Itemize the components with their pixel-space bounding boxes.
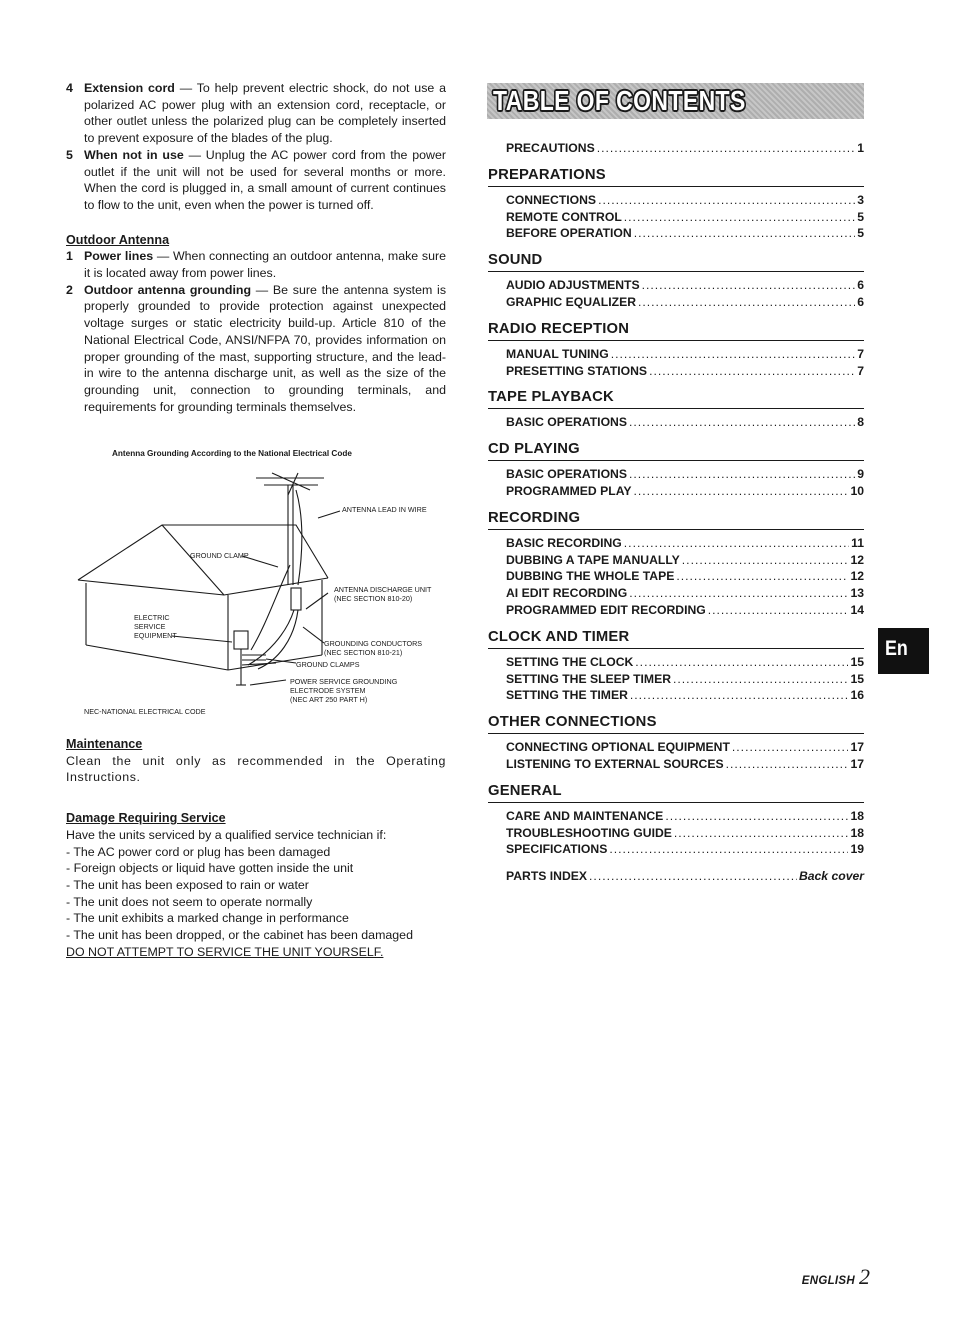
item-title: Power lines xyxy=(84,249,154,264)
label-ground-clamp: GROUND CLAMP xyxy=(190,551,249,560)
toc-entry-label: LISTENING TO EXTERNAL SOURCES xyxy=(506,756,724,771)
damage-item: - Foreign objects or liquid have gotten inside the unit xyxy=(66,861,354,876)
label-power-service-3: (NEC ART 250 PART H) xyxy=(290,695,368,704)
toc-entry-page: 18 xyxy=(850,808,864,823)
toc-section-title: SOUND xyxy=(488,251,864,272)
toc-entry[interactable] xyxy=(488,552,864,569)
toc-section xyxy=(488,251,864,311)
toc-entry-label: PROGRAMMED EDIT RECORDING xyxy=(506,602,706,617)
damage-warning: DO NOT ATTEMPT TO SERVICE THE UNIT YOURSELF. xyxy=(66,944,384,959)
toc-entry-label: SETTING THE SLEEP TIMER xyxy=(506,671,672,686)
toc-leader xyxy=(629,585,848,602)
footer-language: ENGLISH xyxy=(801,1275,855,1287)
page-footer xyxy=(760,1264,870,1290)
damage-item: - The unit does not seem to operate normally xyxy=(66,894,313,909)
toc-banner xyxy=(487,83,864,119)
damage-heading: Damage Requiring Service xyxy=(66,811,226,826)
toc-entry[interactable] xyxy=(488,192,864,209)
toc-entry-page: 6 xyxy=(857,278,864,293)
toc-entry[interactable] xyxy=(488,466,864,483)
toc-entry[interactable] xyxy=(488,294,864,311)
toc-title: TABLE OF CONTENTS xyxy=(493,85,746,116)
toc-entry-page: 7 xyxy=(857,363,864,378)
damage-item: - The unit exhibits a marked change in performance xyxy=(66,911,349,926)
damage-list xyxy=(66,844,446,944)
toc-entry[interactable] xyxy=(488,602,864,619)
toc-entry-label: DUBBING A TAPE MANUALLY xyxy=(506,552,680,567)
toc-entry-page: 10 xyxy=(850,483,864,498)
toc-section-title: PREPARATIONS xyxy=(488,166,864,187)
toc-entry[interactable] xyxy=(488,868,864,885)
toc-entry-page: 19 xyxy=(850,842,864,857)
toc-section-title: TAPE PLAYBACK xyxy=(488,388,864,409)
toc-entry[interactable] xyxy=(488,825,864,842)
toc-entry[interactable] xyxy=(488,756,864,773)
label-grounding-conductors: GROUNDING CONDUCTORS xyxy=(324,639,423,648)
toc-entry-label: AI EDIT RECORDING xyxy=(506,586,628,601)
toc-entry-label: DUBBING THE WHOLE TAPE xyxy=(506,569,675,584)
numbered-item xyxy=(66,282,446,416)
toc-entry-label: REMOTE CONTROL xyxy=(506,209,622,224)
toc-entry[interactable] xyxy=(488,654,864,671)
toc-entry[interactable] xyxy=(488,671,864,688)
toc-entry-label: CARE AND MAINTENANCE xyxy=(506,808,664,823)
toc-section xyxy=(488,166,864,242)
toc-entry-page: 17 xyxy=(850,740,864,755)
item-text: — Be sure the antenna system is properly grounded to provide protection against unexpected voltage surges or static electricity build-up. Article 810 of the National Electrical Code, ANSI/NFPA 70, provides information on proper grounding of the mast, supporting structure, and the lead-in wire to the antenna discharge unit, as well as the size of the grounding unit, connection to grounding terminals, and requirements for grounding terminals themselves. xyxy=(84,282,447,414)
toc-entry[interactable] xyxy=(488,277,864,294)
damage-intro: Have the units serviced by a qualified service technician if: xyxy=(66,827,387,842)
toc-section-title: OTHER CONNECTIONS xyxy=(488,713,864,734)
label-ground-clamps: GROUND CLAMPS xyxy=(296,660,360,669)
toc-entry-label: BASIC OPERATIONS xyxy=(506,415,627,430)
toc-leader xyxy=(598,192,855,209)
label-discharge-unit-ref: (NEC SECTION 810-20) xyxy=(334,594,413,603)
toc-leader xyxy=(726,756,849,773)
toc-leader xyxy=(649,363,855,380)
damage-item: - The unit has been exposed to rain or water xyxy=(66,877,309,892)
toc-entry-page: 13 xyxy=(850,586,864,601)
label-grounding-conductors-ref: (NEC SECTION 810-21) xyxy=(324,648,403,657)
toc-section-title: GENERAL xyxy=(488,782,864,803)
toc-entry[interactable] xyxy=(488,483,864,500)
toc-section xyxy=(488,713,864,773)
toc-entry-page: 6 xyxy=(857,294,864,309)
label-electric-3: EQUIPMENT xyxy=(134,631,177,640)
toc-leader xyxy=(634,483,849,500)
numbered-item xyxy=(66,80,446,147)
toc-entry-label: CONNECTIONS xyxy=(506,192,597,207)
toc-entry-label: AUDIO ADJUSTMENTS xyxy=(506,278,640,293)
toc-entry-label: PRECAUTIONS xyxy=(506,141,595,155)
item-number: 1 xyxy=(66,249,73,264)
toc-entry[interactable] xyxy=(488,687,864,704)
toc-entry-page: 17 xyxy=(850,756,864,771)
label-antenna-lead: ANTENNA LEAD IN WIRE xyxy=(342,505,427,514)
toc-section-title: RECORDING xyxy=(488,509,864,530)
item-number: 4 xyxy=(66,81,73,95)
toc-leader xyxy=(665,808,848,825)
toc-entry-page: 14 xyxy=(850,602,864,617)
toc-entry[interactable] xyxy=(488,739,864,756)
item-text: — When connecting an outdoor antenna, make sure it is located away from power lines. xyxy=(84,249,446,281)
toc-leader xyxy=(732,739,849,756)
left-column xyxy=(66,80,446,415)
item-title: Outdoor antenna grounding xyxy=(84,282,252,297)
toc-leader xyxy=(611,346,856,363)
toc-entry-label: BASIC RECORDING xyxy=(506,535,622,550)
toc-leader xyxy=(638,294,855,311)
toc-section-title: CD PLAYING xyxy=(488,440,864,461)
toc-section xyxy=(488,440,864,500)
toc-leader xyxy=(597,140,856,157)
toc-entry[interactable] xyxy=(488,363,864,380)
toc-entry[interactable] xyxy=(488,535,864,552)
language-tab-label: En xyxy=(885,637,908,660)
toc-sections xyxy=(488,166,864,858)
toc-entry-page: Back cover xyxy=(798,869,864,884)
toc-entry-label: PRESETTING STATIONS xyxy=(506,363,648,378)
toc-leader xyxy=(635,654,848,671)
toc-leader xyxy=(609,841,848,858)
toc-entry-page: 12 xyxy=(850,569,864,584)
damage-item: - The unit has been dropped, or the cabinet has been damaged xyxy=(66,928,413,943)
toc-entry[interactable] xyxy=(488,808,864,825)
item-text: — To help prevent electric shock, do not use a polarized AC power plug with an extension cord, receptacle, or other outlet unless the polarized plug can be completely inserted to prevent exposure of the blades of the plug. xyxy=(84,81,446,146)
label-electric-2: SERVICE xyxy=(134,622,166,631)
toc-section-title: RADIO RECEPTION xyxy=(488,320,864,341)
maintenance-text: Clean the unit only as recommended in the Operating Instructions. xyxy=(66,753,446,785)
label-discharge-unit: ANTENNA DISCHARGE UNIT xyxy=(334,585,432,594)
toc-leader xyxy=(674,825,849,842)
toc-leader xyxy=(589,868,797,885)
toc-section xyxy=(488,782,864,858)
label-power-service-1: POWER SERVICE GROUNDING xyxy=(290,677,398,686)
toc-entry-page: 1 xyxy=(857,141,864,155)
numbered-item xyxy=(66,147,446,214)
toc-section xyxy=(488,388,864,431)
toc-leader xyxy=(624,535,849,552)
house-drawing xyxy=(78,473,340,685)
page-number: 2 xyxy=(859,1264,870,1289)
table-of-contents xyxy=(488,140,864,885)
toc-leader xyxy=(629,414,855,431)
safety-items xyxy=(66,80,446,214)
toc-entry-page: 9 xyxy=(857,467,864,482)
outdoor-antenna-heading: Outdoor Antenna xyxy=(66,232,170,247)
toc-entry-page: 15 xyxy=(850,671,864,686)
antenna-items xyxy=(66,248,446,415)
item-number: 5 xyxy=(66,147,73,162)
toc-entry-page: 5 xyxy=(857,226,864,241)
toc-entry-page: 5 xyxy=(857,209,864,224)
toc-leader xyxy=(624,209,855,226)
toc-entry-label: SPECIFICATIONS xyxy=(506,842,608,857)
toc-entry-label: BASIC OPERATIONS xyxy=(506,467,627,482)
lower-left xyxy=(66,736,446,960)
damage-item: - The AC power cord or plug has been damaged xyxy=(66,844,331,859)
toc-entry-label: SETTING THE TIMER xyxy=(506,688,628,703)
toc-section xyxy=(488,509,864,619)
toc-entry-label: TROUBLESHOOTING GUIDE xyxy=(506,825,672,840)
antenna-grounding-diagram xyxy=(66,445,446,725)
toc-leader xyxy=(630,687,849,704)
toc-entry[interactable] xyxy=(488,209,864,226)
toc-leader xyxy=(634,225,856,242)
toc-entry[interactable] xyxy=(488,225,864,242)
toc-entry-label: CONNECTING OPTIONAL EQUIPMENT xyxy=(506,740,730,755)
item-number: 2 xyxy=(66,282,73,297)
toc-entry-page: 15 xyxy=(850,654,864,669)
label-electric-1: ELECTRIC xyxy=(134,613,170,622)
toc-leader xyxy=(642,277,856,294)
language-tab xyxy=(878,628,929,674)
toc-section xyxy=(488,320,864,380)
toc-entry-page: 12 xyxy=(850,552,864,567)
toc-leader xyxy=(676,568,848,585)
toc-entry-label: PARTS INDEX xyxy=(506,869,588,884)
toc-leader xyxy=(708,602,849,619)
toc-entry-page: 3 xyxy=(857,192,864,207)
label-power-service-2: ELECTRODE SYSTEM xyxy=(290,686,366,695)
toc-entry[interactable] xyxy=(488,346,864,363)
toc-entry-label: BEFORE OPERATION xyxy=(506,226,632,241)
diagram-title: Antenna Grounding According to the National Electrical Code xyxy=(112,449,352,458)
toc-entry[interactable] xyxy=(488,841,864,858)
toc-entry-label: PROGRAMMED PLAY xyxy=(506,483,632,498)
toc-entry-page: 11 xyxy=(851,535,864,550)
label-nec-note: NEC-NATIONAL ELECTRICAL CODE xyxy=(84,707,206,716)
toc-leader xyxy=(682,552,849,569)
toc-entry[interactable] xyxy=(488,568,864,585)
toc-section-title: CLOCK AND TIMER xyxy=(488,628,864,649)
maintenance-heading: Maintenance xyxy=(66,737,143,751)
toc-entry-page: 16 xyxy=(850,688,864,703)
toc-entry-label: GRAPHIC EQUALIZER xyxy=(506,294,637,309)
toc-entry-page: 18 xyxy=(850,825,864,840)
toc-leader xyxy=(629,466,855,483)
toc-leader xyxy=(673,671,848,688)
item-title: Extension cord xyxy=(84,81,175,95)
toc-entry-page: 7 xyxy=(857,346,864,361)
toc-entry-page: 8 xyxy=(857,415,864,430)
toc-entry[interactable] xyxy=(488,414,864,431)
grounding-illustration xyxy=(66,445,446,725)
toc-entry-label: MANUAL TUNING xyxy=(506,346,609,361)
numbered-item xyxy=(66,248,446,281)
toc-entry[interactable] xyxy=(488,585,864,602)
toc-section xyxy=(488,628,864,704)
toc-entry[interactable] xyxy=(488,140,864,157)
item-text: — Unplug the AC power cord from the power outlet if the unit will not be used for several months or more. When the cord is plugged in, a small amount of current continues to flow to the unit, even when the power is turned off. xyxy=(84,147,446,212)
item-title: When not in use xyxy=(84,147,184,162)
toc-entry-label: SETTING THE CLOCK xyxy=(506,654,634,669)
